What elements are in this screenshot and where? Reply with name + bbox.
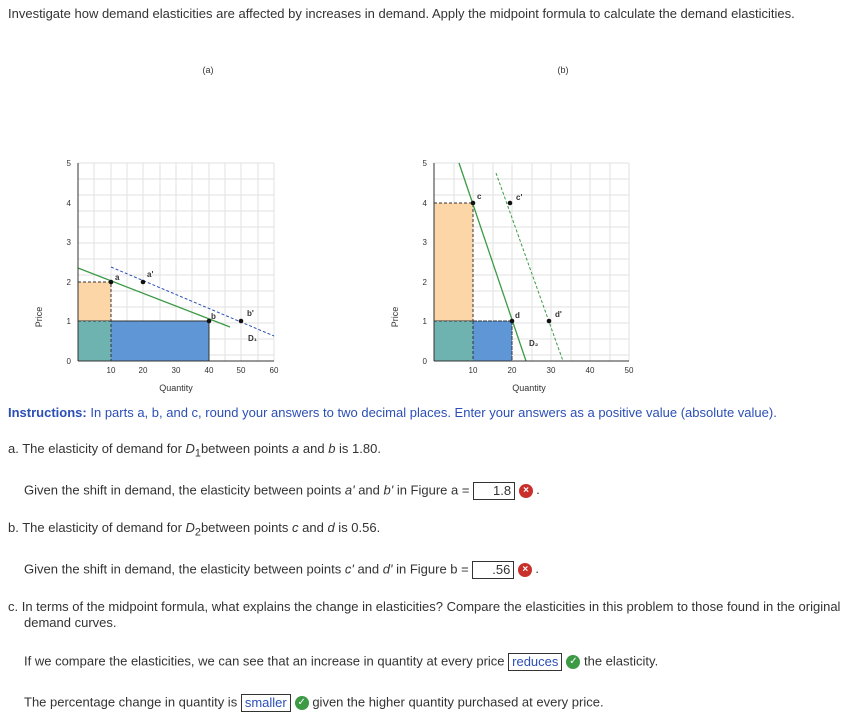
figure-a-blue-area <box>111 321 209 361</box>
svg-text:c': c' <box>516 193 523 202</box>
svg-text:60: 60 <box>269 366 279 375</box>
question-c-sentence-2: The percentage change in quantity is smaller ✓ given the higher quantity purchased at every price. <box>24 694 604 710</box>
svg-text:2: 2 <box>422 278 427 287</box>
instructions <box>8 405 777 420</box>
figure-b-xlabel: Quantity <box>512 383 546 393</box>
answer-a-input[interactable]: 1.8 <box>473 482 515 500</box>
question-a: a. The elasticity of demand for $D_1between$ points a and b is 1.80. <box>8 441 381 460</box>
svg-text:0: 0 <box>66 357 71 366</box>
figure-b-orange-area <box>434 203 473 321</box>
svg-text:4: 4 <box>422 199 427 208</box>
svg-text:3: 3 <box>66 238 71 247</box>
svg-text:0: 0 <box>422 357 427 366</box>
figure-b-teal-area <box>434 321 473 361</box>
svg-text:c: c <box>477 192 482 201</box>
answer-b-input[interactable]: .56 <box>472 561 514 579</box>
svg-text:b: b <box>211 312 216 321</box>
point-b-prime <box>239 319 244 324</box>
point-d-prime <box>547 319 552 324</box>
figure-a-xlabel: Quantity <box>159 383 193 393</box>
point-c <box>471 201 476 206</box>
svg-text:30: 30 <box>546 366 556 375</box>
question-b-given: Given the shift in demand, the elasticity between points c' and d' in Figure b = .56 × . <box>24 561 539 577</box>
svg-text:D₂: D₂ <box>529 339 539 348</box>
check-icon: ✓ <box>295 696 309 710</box>
smaller-select[interactable]: smaller <box>241 694 291 712</box>
svg-text:b': b' <box>247 309 254 318</box>
svg-text:1: 1 <box>66 317 71 326</box>
svg-text:d: d <box>515 311 520 320</box>
svg-text:5: 5 <box>422 159 427 168</box>
svg-text:40: 40 <box>585 366 595 375</box>
check-icon: ✓ <box>566 655 580 669</box>
svg-text:20: 20 <box>138 366 148 375</box>
svg-text:50: 50 <box>236 366 246 375</box>
point-c-prime <box>508 201 513 206</box>
wrong-icon: × <box>519 484 533 498</box>
intro-text: Investigate how demand elasticities are affected by increases in demand. Apply the midpoint formula to calculate the demand elasticities. <box>8 6 795 21</box>
svg-text:a': a' <box>147 270 154 279</box>
question-c: c. In terms of the midpoint formula, what explains the change in elasticities? Compare the elasticities in this problem to those found in the original demand curves. <box>8 599 841 630</box>
svg-text:D₁: D₁ <box>248 334 258 343</box>
question-a-given: Given the shift in demand, the elasticity between points a' and b' in Figure a = 1.8 × . <box>24 482 540 498</box>
instructions-text: In parts a, b, and c, round your answers to two decimal places. Enter your answers as a positive value (absolute value). <box>90 405 777 420</box>
figure-b <box>385 55 645 400</box>
figure-a-orange-area <box>78 282 111 321</box>
svg-text:a: a <box>115 273 120 282</box>
svg-text:30: 30 <box>171 366 181 375</box>
figure-a-label: (a) <box>202 65 214 75</box>
svg-text:20: 20 <box>507 366 517 375</box>
wrong-icon: × <box>518 563 532 577</box>
svg-text:2: 2 <box>66 278 71 287</box>
figure-b-label: (b) <box>557 65 569 75</box>
question-b: b. The elasticity of demand for $D_2between$ points c and d is 0.56. <box>8 520 381 539</box>
svg-text:d': d' <box>555 310 562 319</box>
point-d <box>510 319 515 324</box>
figure-a-teal-area <box>78 321 111 361</box>
question-c-sentence-1: If we compare the elasticities, we can see that an increase in quantity at every price reduces ✓ the elasticity. <box>24 653 659 669</box>
figure-a <box>0 55 300 400</box>
figure-b-ylabel: Price <box>390 306 400 328</box>
figure-b-blue-area <box>473 321 512 361</box>
svg-text:1: 1 <box>422 317 427 326</box>
svg-text:3: 3 <box>422 238 427 247</box>
svg-text:40: 40 <box>204 366 214 375</box>
svg-text:4: 4 <box>66 199 71 208</box>
point-a-prime <box>141 280 146 285</box>
svg-text:10: 10 <box>106 366 116 375</box>
figure-a-ylabel: Price <box>34 306 44 328</box>
svg-text:10: 10 <box>468 366 478 375</box>
svg-text:50: 50 <box>624 366 634 375</box>
point-a <box>109 280 114 285</box>
svg-text:5: 5 <box>66 159 71 168</box>
reduces-select[interactable]: reduces <box>508 653 562 671</box>
instructions-label: Instructions: <box>8 405 87 420</box>
